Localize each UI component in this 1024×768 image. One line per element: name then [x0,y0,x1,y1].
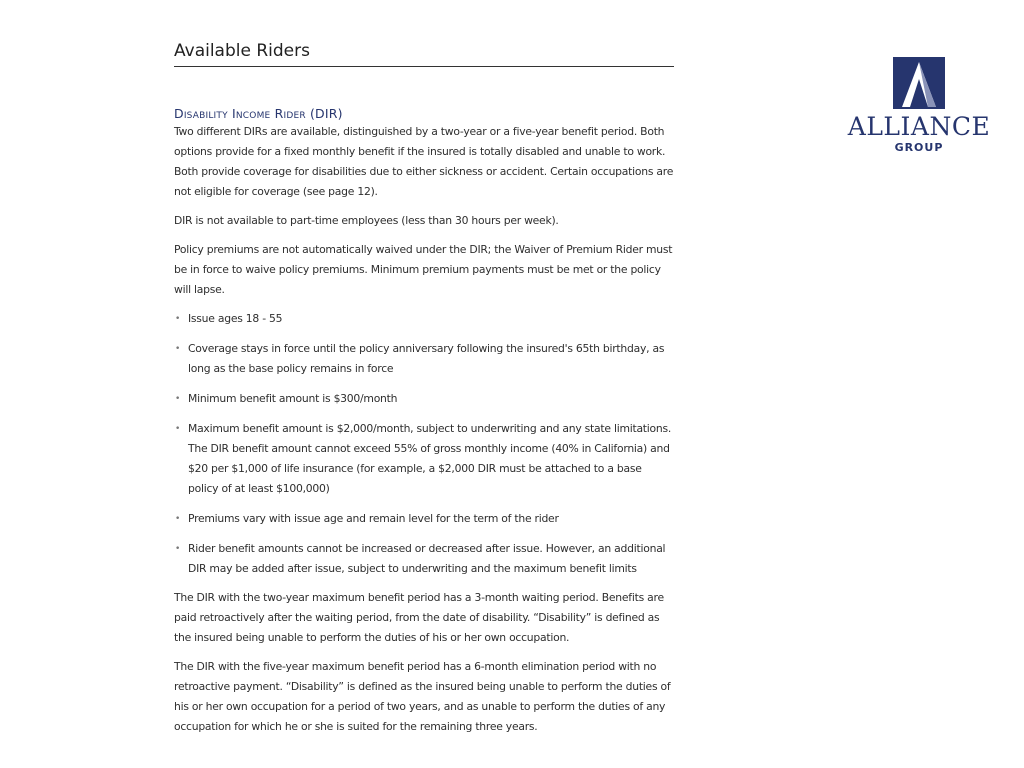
intro-paragraph: Two different DIRs are available, distinguished by a two-year or a five-year benefit period. Both options provide for a fixed monthly benefit if the insured is totally disabled and unable to work. Both provide coverage for disabilities due to either sickness or accident. Certain occupations are not eligible for coverage (see page 12). [174,125,674,198]
bullet-icon: • [175,314,181,324]
closing-paragraph: The DIR with the five-year maximum benefit period has a 6-month elimination period with no retroactive payment. “Disability” is defined as the insured being unable to perform the duties of his or her own occupation for a period of two years, and as unable to perform the duties of any occupation for which he or she is suited for the remaining three years. [174,660,671,733]
bullet-item [174,309,674,329]
section-title: Disability Income Rider (DIR) [174,106,343,121]
bullet-item [174,339,674,379]
bullet-icon: • [175,394,181,404]
bullet-text: Coverage stays in force until the policy anniversary following the insured's 65th birthday, as long as the base policy remains in force [188,342,665,375]
alliance-triangle-logo-icon [893,57,945,109]
bullet-text: Issue ages 18 - 55 [188,312,283,325]
logo-name: ALLIANCE [847,112,991,141]
bullet-text: Premiums vary with issue age and remain level for the term of the rider [188,512,559,525]
bullet-item [174,389,674,409]
page-title: Available Riders [174,41,310,61]
bullet-text: Rider benefit amounts cannot be increased or decreased after issue. However, an additional DIR may be added after issue, subject to underwriting and the maximum benefit limits [188,542,666,575]
alliance-group-logo [844,57,994,154]
benefit-bullet-list [174,309,674,579]
bullet-icon: • [175,424,181,434]
bullet-text: Minimum benefit amount is $300/month [188,392,398,405]
intro-paragraph: Policy premiums are not automatically waived under the DIR; the Waiver of Premium Rider must be in force to waive policy premiums. Minimum premium payments must be met or the policy will lapse. [174,243,673,296]
bullet-item [174,539,674,579]
bullet-icon: • [175,544,181,554]
document-content [174,40,674,737]
bullet-icon: • [175,514,181,524]
bullet-icon: • [175,344,181,354]
title-divider [174,66,674,67]
bullet-item [174,419,674,499]
logo-subtitle: GROUP [894,141,944,154]
bullet-item [174,509,674,529]
bullet-text: Maximum benefit amount is $2,000/month, subject to underwriting and any state limitations. The DIR benefit amount cannot exceed 55% of gross monthly income (40% in California) and $20 per $1,000 of life insurance (for example, a $2,000 DIR must be attached to a base policy of at least $100,000) [188,422,672,495]
intro-paragraph: DIR is not available to part-time employees (less than 30 hours per week). [174,214,559,227]
closing-paragraph: The DIR with the two-year maximum benefit period has a 3-month waiting period. Benefits are paid retroactively after the waiting period, from the date of disability. “Disability” is defined as the insured being unable to perform the duties of his or her own occupation. [174,591,664,644]
